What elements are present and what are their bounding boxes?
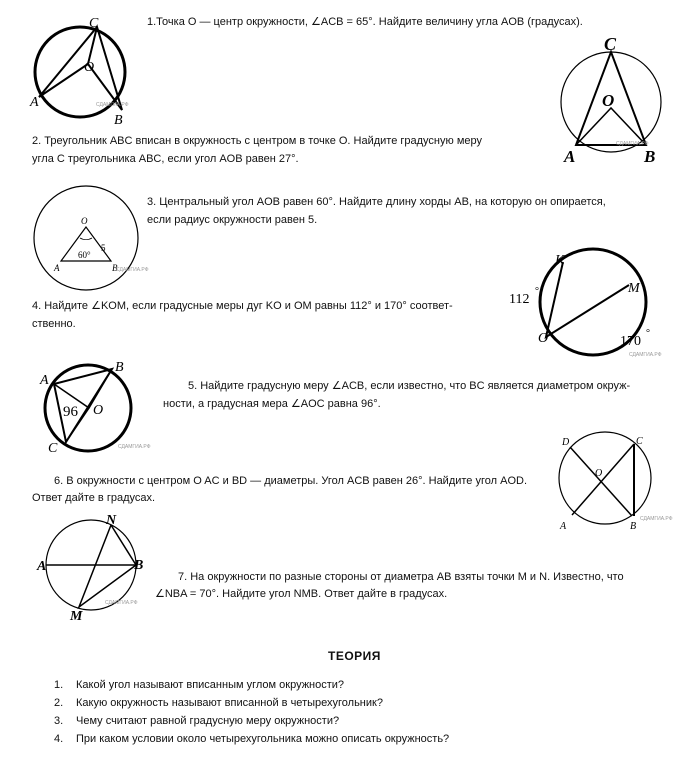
problem-4-text-line1: 4. Найдите ∠KOM, если градусные меры дуг KO и OM равны 112° и 170° соответ- [32,300,453,312]
figure-1 [30,16,130,126]
problem-4-text-line2: ственно. [32,318,76,330]
svg-text:СДАМГИА.РФ: СДАМГИА.РФ [118,444,151,450]
theory-item: 1. Какой угол называют вписанным углом окружности? [54,679,345,691]
fig4-label-m: M [628,281,640,296]
figure-6 [550,430,680,535]
fig6-label-b: B [630,521,637,532]
figure-2 [556,34,676,166]
fig1-label-a: A [30,95,39,110]
fig4-label-arc1: 112 [509,292,530,307]
fig2-label-b: B [644,147,656,166]
fig7-label-n: N [106,513,117,528]
svg-text:СДАМГИА.РФ: СДАМГИА.РФ [116,267,149,273]
fig1-label-c: C [89,16,99,31]
fig5-label-a: A [40,373,49,388]
svg-text:СДАМГИА.РФ: СДАМГИА.РФ [629,352,662,358]
fig5-label-angle: 96 [63,404,78,420]
fig5-label-b: B [115,360,124,375]
fig4-label-k: K [555,253,565,268]
fig4-label-o: O [538,331,549,346]
fig3-label-b: B [112,263,118,273]
problem-5-text-line1: 5. Найдите градусную меру ∠ACB, если известно, что BC является диаметром окруж- [188,380,631,392]
problem-1-text: 1.Точка O — центр окружности, ∠ACB = 65°. Найдите величину угла AOB (градусах). [147,16,583,28]
fig3-label-a: A [54,263,60,273]
fig6-label-o: O [595,468,603,479]
figure-4 [505,250,665,360]
fig6-label-c: C [636,436,643,447]
theory-item: 2. Какую окружность называют вписанной в четырехугольник? [54,697,383,709]
problem-5-text-line2: ности, а градусная мера ∠AOC равна 96°. [163,398,381,410]
fig2-label-o: O [602,91,615,110]
problem-3-text-line1: 3. Центральный угол AOB равен 60°. Найдите длину хорды AB, на которую он опирается, [147,196,606,208]
fig7-label-a: A [37,559,47,574]
svg-text:СДАМГИА.РФ: СДАМГИА.РФ [640,516,673,522]
fig3-label-o: O [81,216,88,226]
fig2-label-a: A [564,147,576,166]
fig7-label-b: B [134,558,144,573]
problem-7-text-line1: 7. На окружности по разные стороны от диаметра AB взяты точки M и N. Известно, что [178,571,624,583]
fig4-label-arc2: 170 [620,334,641,349]
problem-2-text-line1: 2. Треугольник ABC вписан в окружность с центром в точке O. Найдите градусную меру [32,135,482,147]
fig6-label-a: A [560,521,567,532]
theory-title: ТЕОРИЯ [328,649,381,663]
fig1-label-o: O [84,60,95,75]
problem-2-text-line2: угла C треугольника ABC, если угол AOB равен 27°. [32,153,299,165]
theory-item: 4. При каком условии около четырехугольника можно описать окружность? [54,733,450,745]
problem-6-text-line1: 6. В окружности с центром O AC и BD — диаметры. Угол ACB равен 26°. Найдите угол AOD. [54,475,527,487]
fig5-label-c: C [48,441,58,456]
fig5-label-o: O [93,403,104,418]
svg-text:СДАМГИА.РФ: СДАМГИА.РФ [616,141,649,147]
svg-text:СДАМГИА.РФ: СДАМГИА.РФ [96,102,129,108]
fig7-label-m: M [70,609,83,624]
svg-text:СДАМГИА.РФ: СДАМГИА.РФ [105,600,138,606]
figure-3 [30,183,150,293]
theory-list [54,676,449,748]
fig6-label-d: D [562,437,570,448]
fig3-label-r: 5 [101,243,106,253]
fig4-label-arc2-deg: ° [646,328,650,339]
figure-7 [33,512,153,622]
problem-7-text-line2: ∠NBA = 70°. Найдите угол NMB. Ответ дайте в градусах. [155,588,448,600]
fig2-label-c: C [604,34,617,54]
fig4-label-arc1-deg: ° [535,286,539,297]
theory-item: 3. Чему считают равной градусную меру окружности? [54,715,340,727]
problem-6-text-line2: Ответ дайте в градусах. [32,492,156,504]
fig1-label-b: B [114,113,123,128]
figure-5 [38,358,168,458]
problem-3-text-line2: если радиус окружности равен 5. [147,214,318,226]
fig3-label-angle: 60° [78,250,91,260]
